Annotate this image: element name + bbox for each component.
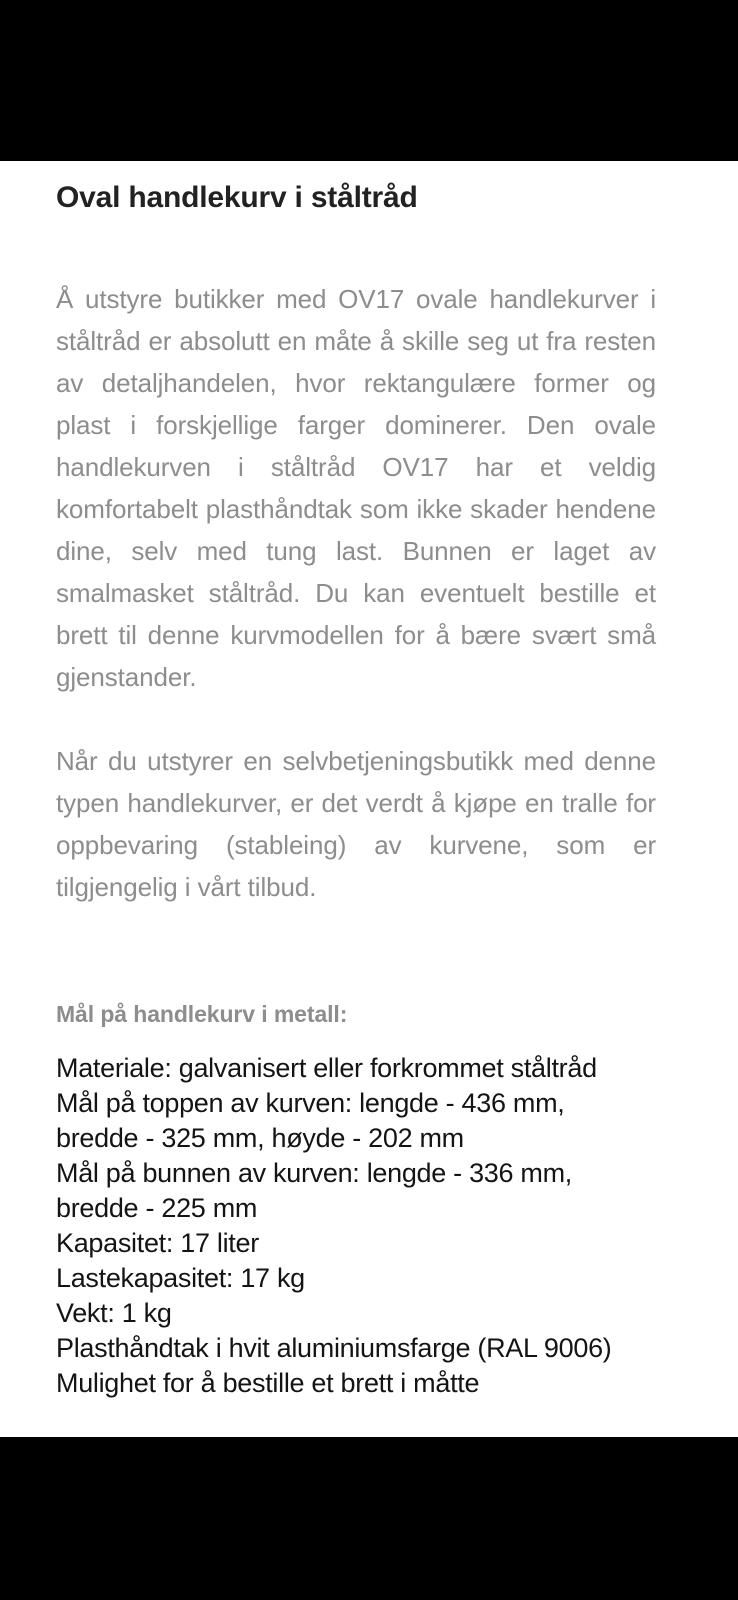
document-content [56,161,656,1401]
specifications-list [56,1051,656,1401]
spec-item: Lastekapasitet: 17 kg [56,1263,305,1293]
letterbox-bar-top [0,0,738,161]
page-title: Oval handlekurv i ståltråd [56,181,418,214]
letterbox-bar-bottom [0,1437,738,1600]
body-paragraph-2: Når du utstyrer en selvbetjeningsbutikk med denne typen handlekurver, er det verdt å kjøpe en tralle for oppbevaring (stableing) av kurvene, som er tilgjengelig i vårt tilbud. [56,746,656,902]
specifications-heading: Mål på handlekurv i metall: [56,1001,348,1027]
spec-item: Mål på bunnen av kurven: lengde - 336 mm, [56,1158,573,1188]
spec-item: bredde - 225 mm [56,1193,258,1223]
spec-item: Vekt: 1 kg [56,1298,172,1328]
document-page [0,161,738,1437]
spec-item: Plasthåndtak i hvit aluminiumsfarge (RAL 9006) [56,1333,612,1363]
spec-item: Kapasitet: 17 liter [56,1228,259,1258]
spec-item-clipped: Mulighet for å bestille et brett i måtte [56,1368,480,1398]
spec-item: Mål på toppen av kurven: lengde - 436 mm, [56,1088,565,1118]
spec-item: Materiale: galvanisert eller forkrommet ståltråd [56,1053,597,1083]
body-paragraph-1: Å utstyre butikker med OV17 ovale handlekurver i ståltråd er absolutt en måte å skille seg ut fra resten av detaljhandelen, hvor rektangulære former og plast i forskjellige farger dominerer. Den ovale handlekurven i ståltråd OV17 har et veldig komfortabelt plasthåndtak som ikke skader hendene dine, selv med tung last. Bunnen er laget av smalmasket ståltråd. Du kan eventuelt bestille et brett til denne kurvmodellen for å bære svært små gjenstander. [56,284,656,692]
spec-item: bredde - 325 mm, høyde - 202 mm [56,1123,464,1153]
